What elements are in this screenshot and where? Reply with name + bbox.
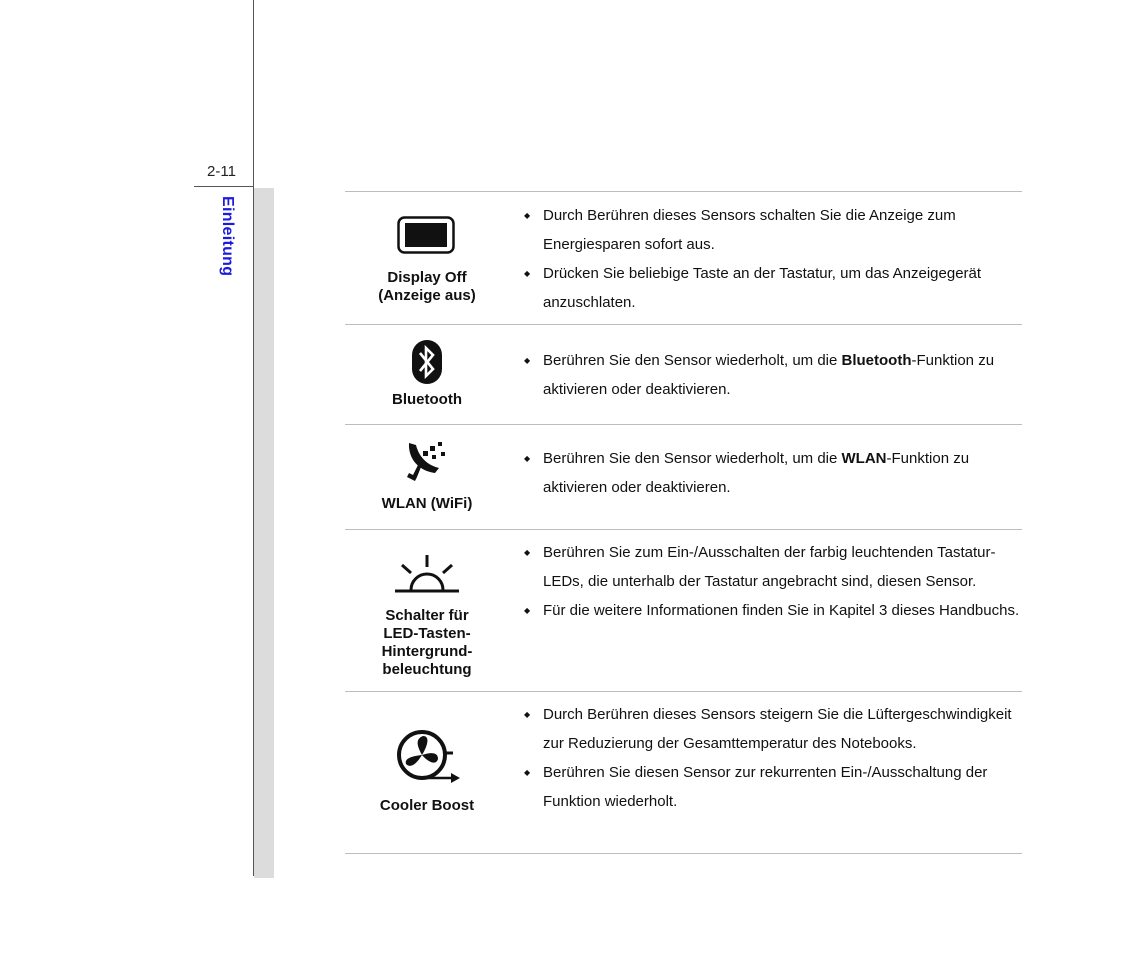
bullet-text: -Funktion zu aktivieren oder deaktivieren. (543, 450, 970, 496)
sensor-label: Schalter für LED-Tasten- Hintergrund- beleuchtung (381, 607, 473, 678)
bullet-item (523, 444, 1022, 502)
bullet-text: Durch Berühren dieses Sensors schalten Sie die Anzeige zum Energiesparen sofort aus. (543, 207, 956, 253)
icon-cell (345, 425, 509, 529)
display-off-icon (397, 215, 457, 257)
sensor-label: Bluetooth (392, 391, 462, 408)
bullet-list (523, 538, 1022, 625)
table-row-display-off (345, 192, 1022, 325)
icon-cell (345, 192, 509, 324)
bullet-text: Durch Berühren dieses Sensors steigern Sie die Lüftergeschwindigkeit zur Reduzierung der Gesamttemperatur des Notebooks. (543, 706, 1012, 752)
page-number: 2-11 (207, 163, 236, 180)
bullet-text: -Funktion zu aktivieren oder deaktivieren. (543, 352, 995, 398)
bullet-text: Drücken Sie beliebige Taste an der Tastatur, um das Anzeigegerät anzuschlaten. (543, 265, 982, 311)
bullet-text: Berühren Sie den Sensor wiederholt, um die (543, 450, 842, 467)
icon-cell (345, 692, 509, 853)
bullet-item (523, 346, 1022, 404)
description-cell (509, 325, 1022, 424)
description-cell (509, 425, 1022, 529)
table-row-led-backlight (345, 530, 1022, 692)
bullet-list (523, 700, 1022, 816)
sensor-label: Display Off (Anzeige aus) (378, 269, 476, 304)
bold-term: Bluetooth (841, 352, 912, 369)
sunrise-icon (391, 552, 463, 594)
bullet-item (523, 700, 1022, 758)
icon-cell (345, 325, 509, 424)
sensor-label: Cooler Boost (379, 797, 475, 814)
fan-icon (395, 728, 461, 786)
bullet-item (523, 201, 1022, 259)
bold-term: WLAN (841, 450, 887, 467)
bullet-text: Berühren Sie zum Ein-/Ausschalten der farbig leuchtenden Tastatur-LEDs, die unterhalb der Tastatur angebracht sind, diesen Sensor. (543, 544, 996, 590)
table-row-wlan (345, 425, 1022, 530)
sensor-table (345, 191, 1022, 854)
bullet-text: Berühren Sie diesen Sensor zur rekurrenten Ein-/Ausschaltung der Funktion wiederholt. (543, 764, 988, 810)
page-number-rule (194, 186, 253, 187)
bullet-list (523, 444, 1022, 502)
bluetooth-icon (411, 339, 443, 385)
bullet-text: Berühren Sie den Sensor wiederholt, um die (543, 352, 842, 369)
description-cell (509, 530, 1022, 691)
bullet-list (523, 346, 1022, 404)
table-row-cooler-boost (345, 692, 1022, 854)
chapter-title: Einleitung (219, 196, 236, 277)
icon-cell (345, 530, 509, 691)
bullet-text: Für die weitere Informationen finden Sie in Kapitel 3 dieses Handbuchs. (543, 602, 1020, 619)
description-cell (509, 692, 1022, 853)
side-band (254, 188, 274, 878)
sensor-label: WLAN (WiFi) (381, 495, 473, 512)
description-cell (509, 192, 1022, 324)
wlan-satellite-icon (405, 437, 451, 483)
bullet-list (523, 201, 1022, 317)
bullet-item (523, 596, 1022, 625)
bullet-item (523, 259, 1022, 317)
table-row-bluetooth (345, 325, 1022, 425)
bullet-item (523, 538, 1022, 596)
bullet-item (523, 758, 1022, 816)
